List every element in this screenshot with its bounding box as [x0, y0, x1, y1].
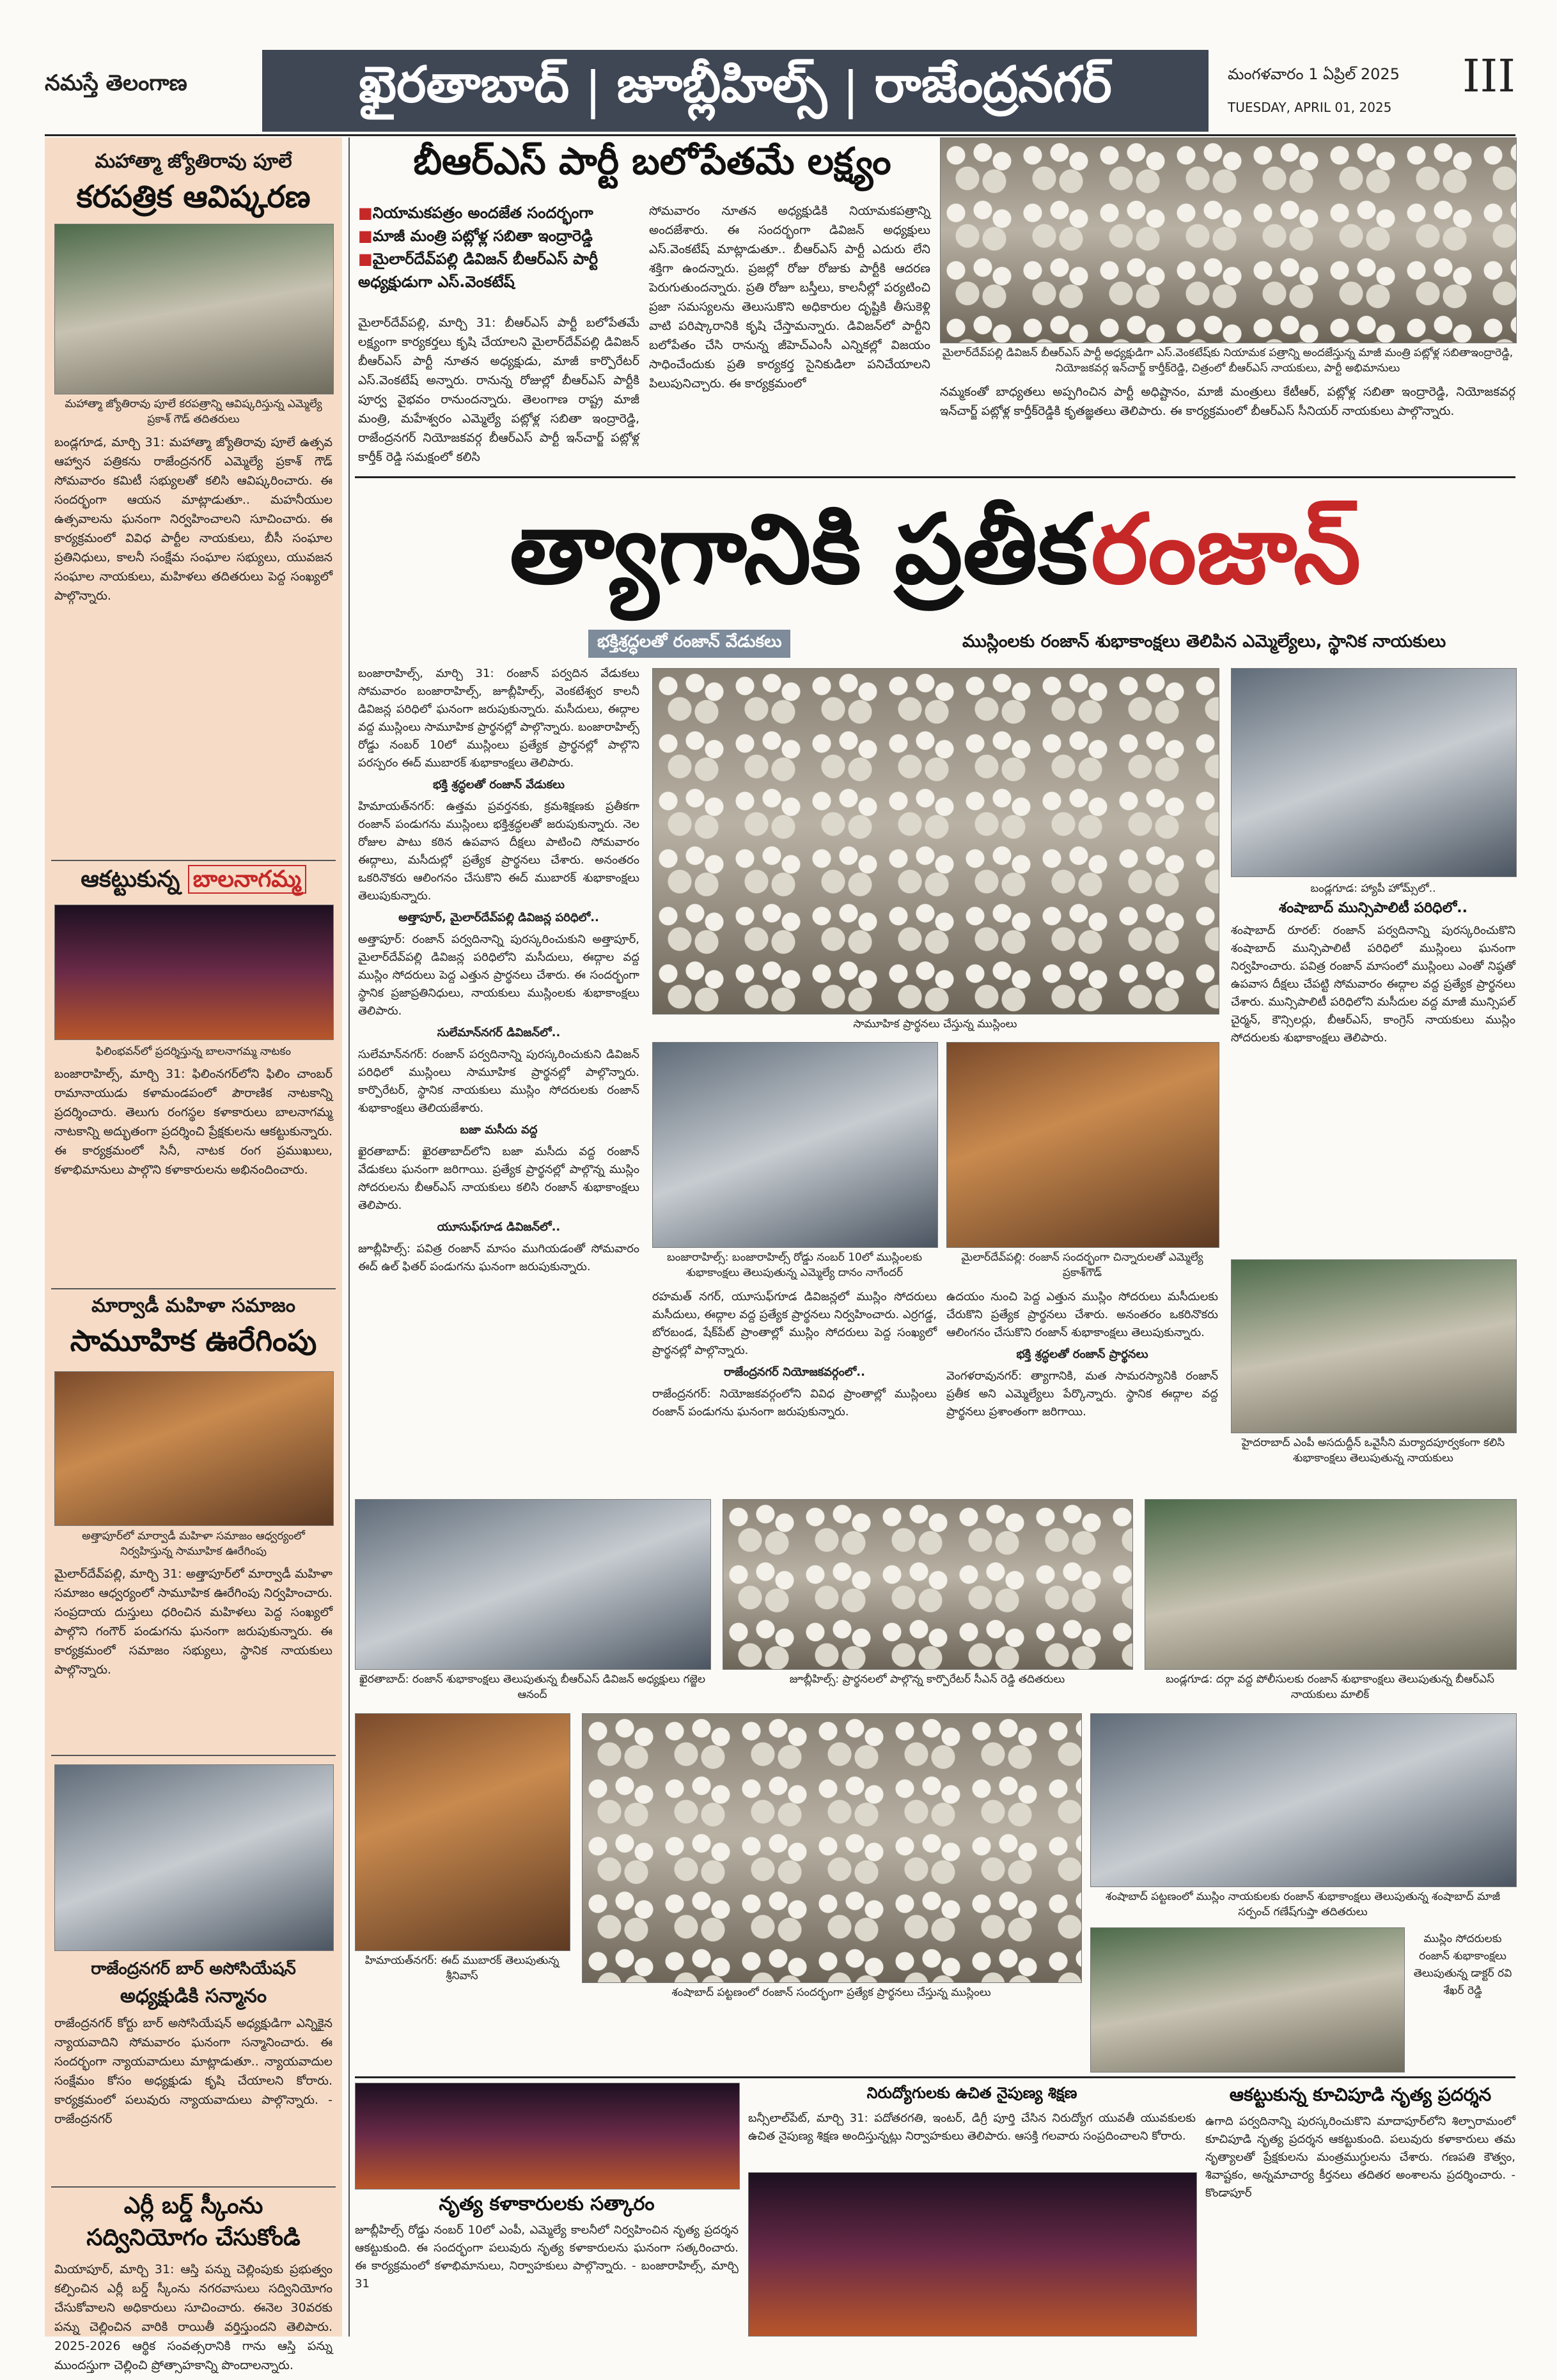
story1-caption: మహాత్మా జ్యోతిరావు పూలే కరపత్రాన్ని ఆవిష్కరిస్తున్న ఎమ్మెల్యే ప్రకాశ్ గౌడ్ తదితరులు [65, 398, 322, 426]
right-photo-caption: బండ్లగూడ: హ్యాపీ హోమ్స్‌లో.. [1310, 882, 1436, 895]
photo-owaisi [1231, 1259, 1517, 1433]
mid-body-col3: ఉదయం నుంచి పెద్ద ఎత్తున ముస్లిం సోదరులు మసీదులకు చేరుకొని ప్రత్యేక ప్రార్థనలు చేశారు. అనంతరం ఒకరినొకరు ఆలింగనం చేసుకొని రంజాన్ శుభాకాంక్షలు తెలుపుకున్నారు. భక్తి శ్రద్ధలతో రంజాన్ ప్రార్థనలు వెంగళరావునగర్: త్యాగానికి, మత సామరస్యానికి రంజాన్ ప్రతీక అని ఎమ్మెల్యేలు పేర్కొన్నారు. స్థానిక ఈద్గాల వద్ద ప్రార్థనలు ప్రశాంతంగా జరిగాయి. [946, 1290, 1218, 1419]
masthead [45, 50, 1515, 132]
story-c-body: ఉగాది పర్వదినాన్ని పురస్కరించుకొని మాదాపూర్‌లోని శిల్పారామంలో కూచిపూడి నృత్య ప్రదర్శన ఆకట్టుకుంది. పలువురు కళాకారులు తమ నృత్యాలతో ప్రేక్షకులను మంత్రముగ్ధులను చేశారు. గణపతి కౌత్వం, శివాష్టకం, అన్నమాచార్య కీర్తనలు తదితర అంశాలను ప్రదర్శించారు. - కొండాపూర్ [1205, 2115, 1515, 2200]
photo-doctor-greeting [1090, 1927, 1405, 2073]
story-b-body: బన్సీలాల్‌పేట్, మార్చి 31: పదోతరగతి, ఇంటర్, డిగ్రీ పూర్తి చేసిన నిరుద్యోగ యువతీ యువకులకు ఉచిత నైపుణ్య శిక్షణ అందిస్తున్నట్లు నిర్వాహకులు తెలిపారు. ఆసక్తి గలవారు సంప్రదించాలని కోరారు. [748, 2112, 1196, 2143]
story4-kicker: రాజేంద్రనగర్ బార్ అసోసియేషన్ [91, 1959, 296, 1979]
page-number: III [1462, 50, 1515, 102]
area-divider: | [584, 62, 602, 120]
story4-body: రాజేంద్రనగర్ కోర్టు బార్ అసోసియేషన్ అధ్యక్షుడిగా ఎన్నికైన న్యాయవాదిని సోమవారం ఘనంగా సన్మానించారు. ఈ సందర్భంగా న్యాయవాదులు మాట్లాడుతూ.. న్యాయవాదుల సంక్షేమం కోసం అధ్యక్షుడు కృషి చేయాలని కోరారు. కార్యక్రమంలో పలువురు న్యాయవాదులు పాల్గొన్నారు. - రాజేంద్రనగర్ [54, 2016, 333, 2126]
right-subhead: శంషాబాద్ మున్సిపాలిటీ పరిధిలో.. [1279, 900, 1467, 916]
caption-bandlaguda: బండ్లగూడ: దర్గా వద్ద పోలీసులకు రంజాన్ శుభాకాంక్షలు తెలుపుతున్న బీఆర్ఎస్ నాయకులు మాలిక్ [1165, 1673, 1495, 1701]
divider [51, 1755, 336, 1756]
date-english: TUESDAY, APRIL 01, 2025 [1228, 100, 1392, 115]
column-divider [348, 137, 350, 2337]
area-divider: | [842, 62, 859, 120]
story5-headline-line2: సద్వినియోగం చేసుకోండి [86, 2225, 301, 2251]
divider [51, 1288, 336, 1289]
subhead-2: అత్తాపూర్, మైలార్‌దేవ్‌పల్లి డివిజన్ల పరిధిలో.. [398, 911, 599, 924]
subhead-3: సులేమాన్‌నగర్ డివిజన్‌లో.. [437, 1026, 561, 1039]
divider [51, 2186, 336, 2188]
story3-body: మైలార్‌దేవ్‌పల్లి, మార్చి 31: అత్తాపూర్‌లో మార్వాడీ మహిళా సమాజం ఆధ్వర్యంలో సామూహిక ఊరేగింపు నిర్వహించారు. సంప్రదాయ దుస్తులు ధరించిన మహిళలు పెద్ద సంఖ్యలో పాల్గొని గంగౌర్ పండుగను ఘనంగా జరుపుకున్నారు. ఈ కార్యక్రమంలో సమాజం సభ్యులు, స్థానిక నాయకులు పాల్గొన్నారు. [54, 1567, 333, 1677]
caption-khairatabad: ఖైరతాబాద్: రంజాన్ శుభాకాంక్షలు తెలుపుతున్న బీఆర్ఎస్ డివిజన్ అధ్యక్షులు గజ్జెల ఆనంద్ [359, 1673, 705, 1701]
bullet-3: ■మైలార్‌దేవ్‌పల్లి డివిజన్ బీఆర్ఎస్ పార్టీ అధ్యక్షుడుగా ఎస్.వెంకటేష్ [358, 250, 599, 291]
main-kicker-left: భక్తిశ్రద్ధలతో రంజాన్ వేడుకలు [588, 630, 790, 658]
date-telugu: మంగళవారం 1 ఏప్రిల్ 2025 [1228, 65, 1400, 83]
caption-mylardevpally: మైలార్‌దేవ్‌పల్లి: రంజాన్ సందర్భంగా చిన్నారులతో ఎమ్మెల్యే ప్రకాశ్‌గౌడ్ [961, 1251, 1203, 1279]
photo-banjara-mla [652, 1042, 938, 1248]
top-story-headline: బీఆర్ఎస్ పార్టీ బలోపేతమే లక్ష్యం [413, 139, 891, 183]
left-column [45, 137, 342, 2372]
photo-shamshabad-leaders [1090, 1713, 1517, 1887]
story2-headline-a: ఆకట్టుకున్న [81, 866, 180, 892]
main-headline [355, 486, 1515, 614]
top-story-bullets [358, 201, 639, 293]
story1-photo [54, 224, 334, 394]
mid-subhead-3: భక్తి శ్రద్ధలతో రంజాన్ ప్రార్థనలు [1016, 1348, 1148, 1361]
top-story-rule [355, 476, 1515, 478]
story-a-body: జూబ్లీహిల్స్ రోడ్డు నంబర్ 10లో ఎంపీ, ఎమ్మెల్యే కాలనీలో నిర్వహించిన నృత్య ప్రదర్శన ఆకట్టుకుంది. ఈ సందర్భంగా పలువురు నృత్య కళాకారులను ఘనంగా సత్కరించారు. ఈ కార్యక్రమంలో కళాభిమానులు, నిర్వాహకులు పాల్గొన్నారు. - బంజారాహిల్స్, మార్చి 31 [355, 2223, 739, 2291]
story3-photo [54, 1371, 334, 1526]
area-jubileehills: జూబ్లీహిల్స్ [616, 56, 827, 114]
photo-shamshabad-prayers [582, 1713, 1082, 1983]
bottom-rule [355, 2076, 1515, 2078]
story2-photo [54, 905, 334, 1040]
top-story-body-col3: నమ్మకంతో బాధ్యతలు అప్పగించిన పార్టీ అధిష్టానం, మాజీ మంత్రులు కేటీఆర్, పట్లోళ్ల సబితా ఇంద్రారెడ్డి, నియోజకవర్గ ఇన్‌చార్జ్ పట్లోళ్ల కార్తీక్‌రెడ్డికి కృతజ్ఞతలు తెలిపారు. ఈ కార్యక్రమంలో బీఆర్ఎస్ సీనియర్ నాయకులు పాల్గొన్నారు. [940, 385, 1515, 418]
caption-shamshabad-prayers: శంషాబాద్ పట్టణంలో రంజాన్ సందర్భంగా ప్రత్యేక ప్రార్థనలు చేస్తున్న ముస్లింలు [671, 1986, 991, 1999]
photo-kuchipudi [748, 2172, 1197, 2337]
story2-caption: ఫిలింభవన్‌లో ప్రదర్శిస్తున్న బాలనాగమ్మ నాటకం [95, 1045, 292, 1058]
story3-kicker: మార్వాడీ మహిళా సమాజం [91, 1295, 295, 1317]
top-story-body-col2: సోమవారం నూతన అధ్యక్షుడికి నియామకపత్రాన్ని అందజేశారు. ఈ సందర్భంగా డివిజన్ అధ్యక్షులు ఎస్.వెంకటేష్ మాట్లాడుతూ.. బీఆర్ఎస్ పార్టీ ఎదురు లేని శక్తిగా ఉందన్నారు. ప్రజల్లో రోజు రోజుకు పార్టీకి ఆదరణ పెరుగుతుందన్నారు. ప్రతి రోజూ బస్తీలు, కాలనీల్లో పర్యటించి ప్రజా సమస్యలను తెలుసుకొని అధికారుల దృష్టికి తీసుకెళ్లి వాటి పరిష్కారానికి కృషి చేస్తామన్నారు. డివిజన్‌లో పార్టీని బలోపేతం చేసి రానున్న జీహెచ్ఎంసీ ఎన్నికల్లో విజయం సాధించేందుకు ప్రతి కార్యకర్త సైనికుడిలా పనిచేయాలని పిలుపునిచ్చారు. ఈ కార్యక్రమంలో [649, 204, 930, 391]
main-headline-part1: త్యాగానికి ప్రతీక [509, 494, 1088, 605]
story5-headline-line1: ఎర్లీ బర్డ్ స్కీంను [123, 2193, 263, 2219]
brand-name: నమస్తే తెలంగాణ [45, 70, 187, 96]
story-b-headline: నిరుద్యోగులకు ఉచిత నైపుణ్య శిక్షణ [866, 2084, 1077, 2102]
main-photo-caption: సామూహిక ప్రార్థనలు చేస్తున్న ముస్లింలు [853, 1018, 1017, 1031]
main-body-col1: బంజారాహిల్స్, మార్చి 31: రంజాన్ పర్వదిన వేడుకలు సోమవారం బంజారాహిల్స్, జూబ్లీహిల్స్, వెంకటేశ్వర కాలనీ డివిజన్ల పరిధిలో ఘనంగా జరుపుకున్నారు. మసీదులు, ఈద్గాల వద్ద ముస్లింలు సామూహిక ప్రార్థనల్లో పాల్గొన్నారు. బంజారాహిల్స్ రోడ్డు నంబర్ 10లో ముస్లింలు ప్రత్యేక ప్రార్థనల్లో పాల్గొని పరస్పరం ఈద్ ముబారక్ శుభాకాంక్షలు తెలిపారు. భక్తి శ్రద్ధలతో రంజాన్ వేడుకలు హిమాయత్‌నగర్: ఉత్తమ ప్రవర్తనకు, క్రమశిక్షణకు ప్రతీకగా రంజాన్ పండుగను ముస్లింలు భక్తిశ్రద్ధలతో జరుపుకున్నారు. నెల రోజుల పాటు కఠిన ఉపవాస దీక్షలు పాటించి సోమవారం ఈద్గాలు, మసీదుల్లో ప్రత్యేక ప్రార్థనలు చేశారు. అనంతరం ఒకరినొకరు ఆలింగనం చేసుకొని ఈద్ ముబారక్ శుభాకాంక్షలు తెలుపుకున్నారు. అత్తాపూర్, మైలార్‌దేవ్‌పల్లి డివిజన్ల పరిధిలో.. అత్తాపూర్: రంజాన్ పర్వదినాన్ని పురస్కరించుకుని అత్తాపూర్, మైలార్‌దేవ్‌పల్లి డివిజన్ల పరిధిలోని మసీదులు, ఈద్గాల వద్ద ముస్లిం సోదరులు పెద్ద ఎత్తున ప్రార్థనలు చేశారు. ఈ సందర్భంగా స్థానిక ప్రజాప్రతినిధులు, నాయకులు ముస్లింలకు శుభాకాంక్షలు తెలిపారు. సులేమాన్‌నగర్ డివిజన్‌లో.. సులేమాన్‌నగర్: రంజాన్ పర్వదినాన్ని పురస్కరించుకుని డివిజన్ పరిధిలో ముస్లింలు సామూహిక ప్రార్థనల్లో పాల్గొన్నారు. కార్పొరేటర్, స్థానిక నాయకులు ముస్లిం సోదరులకు రంజాన్ శుభాకాంక్షలు తెలియజేశారు. బజా మసీదు వద్ద ఖైరతాబాద్: ఖైరతాబాద్‌లోని బజా మసీదు వద్ద రంజాన్ వేడుకలు ఘనంగా జరిగాయి. ప్రత్యేక ప్రార్థనల్లో పాల్గొన్న ముస్లిం సోదరులను బీఆర్ఎస్ నాయకులు కలిసి రంజాన్ శుభాకాంక్షలు తెలిపారు. యూసుఫ్‌గూడ డివిజన్‌లో.. జూబ్లీహిల్స్: పవిత్ర రంజాన్ మాసం ముగియడంతో సోమవారం ఈద్ ఉల్ ఫితర్ పండుగను ఘనంగా జరుపుకున్నారు. [358, 667, 639, 1273]
story-a-headline: నృత్య కళాకారులకు సత్కారం [439, 2193, 655, 2215]
photo-bandlaguda [1145, 1499, 1517, 1670]
caption-banjara-mla: బంజారాహిల్స్: బంజారాహిల్స్ రోడ్డు నంబర్ 10లో ముస్లింలకు శుభాకాంక్షలు తెలుపుతున్న ఎమ్మెల్యే దానం నాగేందర్ [667, 1251, 922, 1279]
right-photo [1231, 668, 1517, 877]
story1-body: బండ్లగూడ, మార్చి 31: మహాత్మా జ్యోతిరావు పూలే ఉత్సవ ఆహ్వాన పత్రికను రాజేంద్రనగర్ ఎమ్మెల్యే ప్రకాశ్ గౌడ్ సోమవారం కమిటీ సభ్యులతో కలిసి ఆవిష్కరించారు. ఈ సందర్భంగా ఆయన మాట్లాడుతూ.. మహనీయుల ఉత్సవాలను ఘనంగా నిర్వహించాలని సూచించారు. ఈ కార్యక్రమంలో వివిధ పార్టీల నాయకులు, బీసీ సంఘాల ప్రతినిధులు, కాలనీ సంక్షేమ సంఘాల సభ్యులు, యువజన సంఘాల నాయకులు, మహిళలు తదితరులు పెద్ద సంఖ్యలో పాల్గొన్నారు. [54, 435, 333, 603]
caption-shamshabad-leaders: శంషాబాద్ పట్టణంలో ముస్లిం నాయకులకు రంజాన్ శుభాకాంక్షలు తెలుపుతున్న శంషాబాద్ మాజీ సర్పంచ్ గణేష్‌గుప్తా తదితరులు [1106, 1890, 1500, 1918]
story-c-headline: ఆకట్టుకున్న కూచిపూడి నృత్య ప్రదర్శన [1229, 2084, 1492, 2105]
story2-headline [51, 866, 336, 898]
main-kicker-right: ముస్లింలకు రంజాన్ శుభాకాంక్షలు తెలిపిన ఎమ్మెల్యేలు, స్థానిక నాయకులు [962, 632, 1446, 651]
story3-headline: సామూహిక ఊరేగింపు [70, 1323, 317, 1358]
main-headline-part2: రంజాన్ [1091, 494, 1361, 605]
story1-kicker: మహాత్మా జ్యోతిరావు పూలే [95, 150, 292, 173]
caption-himayatnagar: హిమాయత్‌నగర్: ఈద్ ముబారక్ తెలుపుతున్న శ్రీనివాస్ [364, 1954, 559, 1982]
photo-khairatabad [355, 1499, 711, 1670]
caption-owaisi: హైదరాబాద్ ఎంపీ అసదుద్దీన్ ఒవైసీని మర్యాదపూర్వకంగా కలిసి శుభాకాంక్షలు తెలుపుతున్న నాయకులు [1241, 1436, 1505, 1465]
top-story-body-col1: మైలార్‌దేవ్‌పల్లి, మార్చి 31: బీఆర్ఎస్ పార్టీ బలోపేతమే లక్ష్యంగా కార్యకర్తలు కృషి చేయాలని మైలార్‌దేవ్‌పల్లి డివిజన్ బీఆర్ఎస్ పార్టీ నూతన అధ్యక్షుడు, మాజీ కార్పొరేటర్ ఎస్.వెంకటేష్ అన్నారు. రానున్న రోజుల్లో బీఆర్ఎస్ పార్టీకి పూర్వ వైభవం రానుందన్నారు. తెలంగాణ రాష్ట్ర మాజీ మంత్రి, మహేశ్వరం ఎమ్మెల్యే పట్లోళ్ల సబితా ఇంద్రారెడ్డి, రాజేంద్రనగర్ నియోజకవర్గ బీఆర్ఎస్ పార్టీ ఇన్‌చార్జ్ పట్లోళ్ల కార్తీక్ రెడ్డి సమక్షంలో కలిసి [358, 316, 639, 464]
story4-photo [54, 1764, 334, 1951]
main-photo-prayers [652, 668, 1219, 1015]
masthead-rule [45, 134, 1515, 136]
photo-mylardevpally [946, 1042, 1219, 1248]
divider [51, 860, 336, 861]
mid-body-col2: రహమత్ నగర్, యూసుఫ్‌గూడ డివిజన్లలో ముస్లిం సోదరులు మసీదులు, ఈద్గాల వద్ద ప్రత్యేక ప్రార్థనలు నిర్వహించారు. ఎర్రగడ్డ, బోరబండ, షేక్‌పేట్ ప్రాంతాల్లో ముస్లిం సోదరులు పెద్ద సంఖ్యలో ప్రార్థనల్లో పాల్గొన్నారు. రాజేంద్రనగర్ నియోజకవర్గంలో.. రాజేంద్రనగర్: నియోజకవర్గంలోని వివిధ ప్రాంతాల్లో ముస్లింలు రంజాన్ పండుగను ఘనంగా జరుపుకున్నారు. [652, 1290, 937, 1419]
photo-jubileehills [723, 1499, 1133, 1670]
area-rajendranagar: రాజేంద్రనగర్ [874, 56, 1112, 114]
right-body: శంషాబాద్ రూరల్: రంజాన్ పర్వదినాన్ని పురస్కరించుకొని శంషాబాద్ మున్సిపాలిటీ పరిధిలో ముస్లింలు ఘనంగా నిర్వహించారు. పవిత్ర రంజాన్ మాసంలో ముస్లింలు ఎంతో నిష్ఠతో ఉపవాస దీక్షలు చేపట్టి సోమవారం ఈద్గాల వద్ద ప్రత్యేక ప్రార్థనలు చేశారు. మున్సిపాలిటీ పరిధిలోని మసీదుల వద్ద మాజీ మున్సిపల్ చైర్మన్, కౌన్సిలర్లు, బీఆర్ఎస్, కాంగ్రెస్ నాయకులు ముస్లిం సోదరులకు శుభాకాంక్షలు తెలిపారు. [1231, 924, 1515, 1045]
subhead-4: బజా మసీదు వద్ద [460, 1123, 538, 1137]
caption-doctor-greeting: ముస్లిం సోదరులకు రంజాన్ శుభాకాంక్షలు తెలుపుతున్న డాక్టర్ రవి శేఖర్ రెడ్డి [1413, 1933, 1512, 1997]
caption-jubileehills: జూబ్లీహిల్స్: ప్రార్థనలలో పాల్గొన్న కార్పొరేటర్ సీఎన్ రెడ్డి తదితరులు [789, 1673, 1065, 1686]
photo-himayatnagar [355, 1713, 570, 1951]
story2-headline-b: బాలనాగమ్మ [188, 865, 306, 894]
subhead-1: భక్తి శ్రద్ధలతో రంజాన్ వేడుకలు [433, 778, 565, 791]
mid-subhead-2: రాజేంద్రనగర్ నియోజకవర్గంలో.. [724, 1365, 865, 1379]
story4-headline: అధ్యక్షుడికి సన్మానం [120, 1985, 267, 2007]
story1-headline: కరపత్రిక ఆవిష్కరణ [76, 179, 311, 215]
top-story-photo [940, 137, 1517, 343]
bullet-1: ■నియామకపత్రం అందజేత సందర్భంగా [358, 204, 593, 222]
bullet-2: ■మాజీ మంత్రి పట్లోళ్ల సబితా ఇంద్రారెడ్డి [358, 227, 593, 245]
photo-dance-felicitation [355, 2083, 740, 2189]
top-story-caption: మైలార్‌దేవ్‌పల్లి డివిజన్ బీఆర్ఎస్ పార్టీ అధ్యక్షుడిగా ఎస్.వెంకటేష్‌కు నియామక పత్రాన్ని అందజేస్తున్న మాజీ మంత్రి పట్లోళ్ల సబితాఇంద్రారెడ్డి, నియోజకవర్గ ఇన్‌చార్జ్ కార్తీక్‌రెడ్డి, చిత్రంలో బీఆర్ఎస్ నాయకులు, పార్టీ అభిమానులు [942, 346, 1514, 375]
story3-caption: అత్తాపూర్‌లో మార్వాడీ మహిళా సమాజం ఆధ్వర్యంలో నిర్వహిస్తున్న సామూహిక ఊరేగింపు [82, 1530, 305, 1558]
area-khairatabad: ఖైరతాబాద్ [359, 56, 570, 114]
story5-body: మియాపూర్, మార్చి 31: ఆస్తి పన్ను చెల్లింపుకు ప్రభుత్వం కల్పించిన ఎర్లీ బర్డ్ స్కీంను నగరవాసులు సద్వినియోగం చేసుకోవాలని అధికారులు సూచించారు. ఈనెల 30వరకు పన్ను చెల్లించిన వారికి రాయితీ వర్తిస్తుందని తెలిపారు. 2025-2026 ఆర్థిక సంవత్సరానికి గాను ఆస్తి పన్ను ముందస్తుగా చెల్లించి ప్రోత్సాహకాన్ని పొందాలన్నారు. [54, 2262, 333, 2372]
story2-body: బంజారాహిల్స్, మార్చి 31: ఫిలింనగర్‌లోని ఫిలిం చాంబర్ రామానాయుడు కళామండపంలో పౌరాణిక నాటకాన్ని ప్రదర్శించారు. తెలుగు రంగస్థల కళాకారులు బాలనాగమ్మ నాటకాన్ని అద్భుతంగా ప్రదర్శించి ప్రేక్షకులను ఆకట్టుకున్నారు. ఈ కార్యక్రమంలో సినీ, నాటక రంగ ప్రముఖులు, కళాభిమానులు పాల్గొని కళాకారులను అభినందించారు. [54, 1067, 333, 1177]
area-banner [262, 50, 1209, 132]
subhead-5: యూసుఫ్‌గూడ డివిజన్‌లో.. [437, 1220, 561, 1234]
